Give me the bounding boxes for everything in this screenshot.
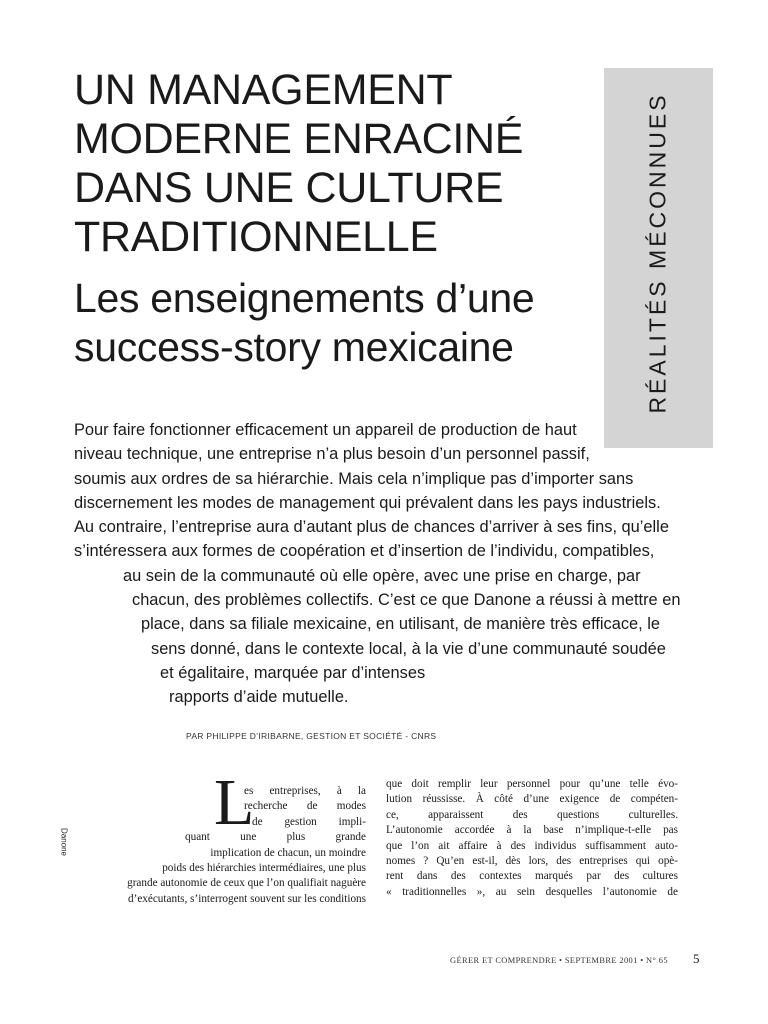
- body-line: que doit remplir leur personnel pour qu’une telle évo-: [386, 778, 678, 790]
- body-line: de gestion impli-: [252, 815, 366, 828]
- intro-line: au sein de la communauté où elle opère, avec une prise en charge, par: [123, 566, 641, 585]
- body-line: recherche de modes: [244, 800, 366, 813]
- intro-line: discernement les modes de management qui prévalent dans les pays industriels.: [74, 493, 661, 512]
- article-subtitle: [74, 274, 534, 372]
- page-number: 5: [693, 951, 700, 966]
- intro-paragraph: [0, 418, 681, 710]
- intro-line: et égalitaire, marquée par d’intenses: [160, 663, 426, 682]
- body-line: poids des hiérarchies intermédiaires, une plus: [162, 862, 366, 875]
- body-line: grande autonomie de ceux que l’on qualifiait naguère: [127, 877, 366, 890]
- photo-credit: Danone: [59, 827, 69, 857]
- intro-line: sens donné, dans le contexte local, à la vie d’une communauté soudée: [151, 639, 666, 658]
- title-line: TRADITIONNELLE: [74, 213, 438, 261]
- subtitle-line: success-story mexicaine: [74, 324, 514, 370]
- body-line: rent dans des contextes marqués par des cultures: [386, 870, 678, 883]
- intro-line: Pour faire fonctionner efficacement un appareil de production de haut: [74, 421, 577, 439]
- body-line: « traditionnelles », au sein desquelles l’autonomie de: [386, 885, 678, 898]
- intro-line: place, dans sa filiale mexicaine, en utilisant, de manière très efficace, le: [141, 615, 661, 634]
- section-label: RÉALITÉS MÉCONNUES: [644, 92, 671, 414]
- body-line: que l’on ait affaire à des individus suffisamment auto-: [386, 839, 678, 852]
- body-line: lution réussisse. À côté d’une exigence de compéten-: [386, 793, 678, 806]
- title-line: MODERNE ENRACINÉ: [74, 115, 524, 163]
- intro-line: s’intéressera aux formes de coopération et d’insertion de l’individu, compatibles,: [74, 542, 655, 561]
- body-column-left: [72, 784, 366, 907]
- body-line: es entreprises, à la: [244, 785, 366, 797]
- intro-line: chacun, des problèmes collectifs. C’est ce que Danone a réussi à mettre en: [132, 591, 681, 610]
- title-line: DANS UNE CULTURE: [74, 164, 504, 212]
- subtitle-line: Les enseignements d’une: [74, 275, 535, 321]
- body-line: nomes ? Qu’en est-il, dès lors, des entreprises qui opè-: [386, 855, 678, 868]
- title-line: UN MANAGEMENT: [74, 66, 453, 114]
- body-line: ce, apparaissent des questions culturelles.: [386, 808, 678, 821]
- body-line: implication de chacun, un moindre: [210, 846, 366, 859]
- intro-line: niveau technique, une entreprise n’a plus besoin d’un personnel passif,: [74, 445, 590, 464]
- body-column-right: [386, 777, 678, 900]
- page-footer: GÉRER ET COMPRENDRE • SEPTEMBRE 2001 • N° 65: [450, 956, 668, 965]
- body-line: d’exécutants, s’interrogent souvent sur les conditions: [128, 892, 366, 905]
- article-title: [74, 66, 523, 262]
- body-line: quant une plus grande: [185, 831, 366, 844]
- intro-line: soumis aux ordres de sa hiérarchie. Mais cela n’implique pas d’importer sans: [74, 469, 634, 488]
- intro-line: Au contraire, l’entreprise aura d’autant plus de chances d’arriver à ses fins, qu’elle: [74, 518, 669, 537]
- drop-cap: L: [214, 766, 255, 839]
- intro-line: rapports d’aide mutuelle.: [169, 688, 349, 707]
- body-line: L’autonomie accordée à la base n’implique-t-elle pas: [386, 824, 678, 837]
- byline: PAR PHILIPPE D’IRIBARNE, GESTION ET SOCIÉTÉ - CNRS: [186, 731, 437, 741]
